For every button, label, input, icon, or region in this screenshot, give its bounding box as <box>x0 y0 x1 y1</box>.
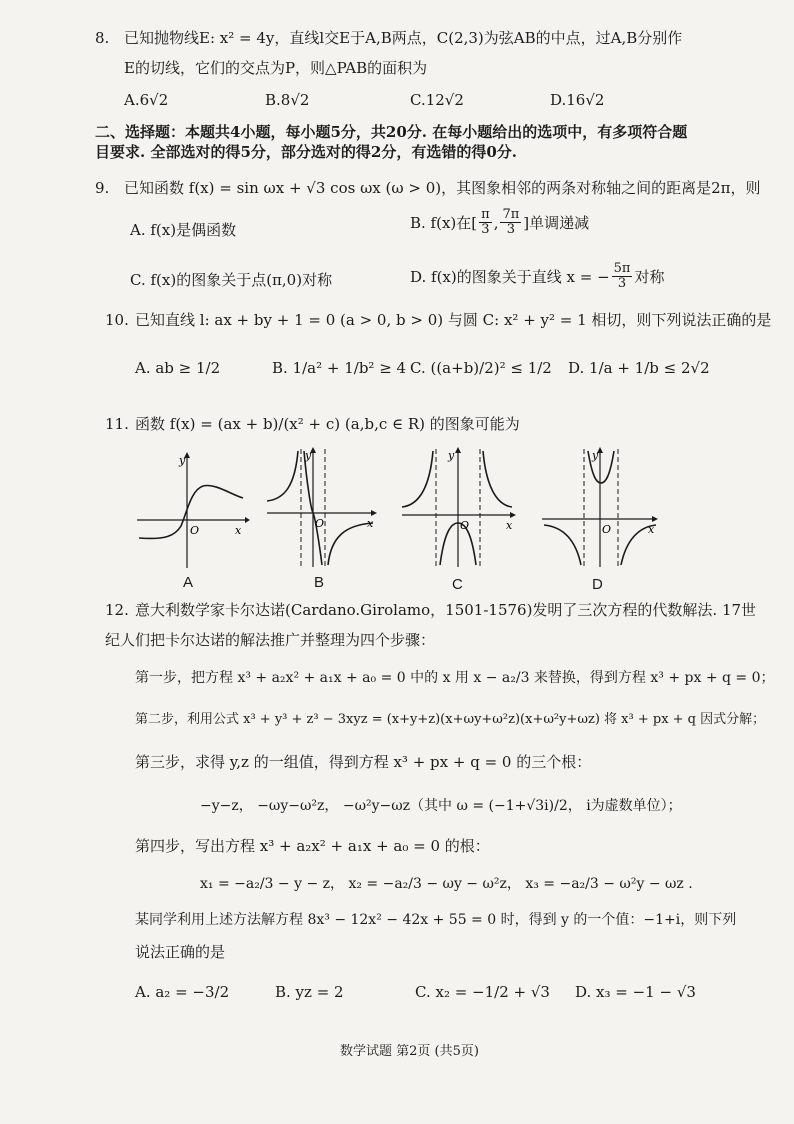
q12-step2: 第二步，利用公式 x³ + y³ + z³ − 3xyz = (x+y+z)(x+ωy+ω²z)(x+ω²y+ωz) 将 x³ + px + q 因式分解； <box>135 712 766 727</box>
q10-option-a: A. ab ≥ 1/2 <box>135 359 221 377</box>
q9-number: 9. <box>95 179 110 197</box>
q9-option-d-prefix: D. f(x)的图象关于直线 x = − <box>410 267 610 286</box>
q9-option-a: A. f(x)是偶函数 <box>130 221 237 239</box>
q8-option-b: B.8√2 <box>265 91 310 109</box>
q12-apply-line2: 说法正确的是 <box>135 943 226 961</box>
q11-graph-a-y-label: y <box>179 454 186 467</box>
q9-option-b-frac1-num: π <box>481 207 490 222</box>
section2-heading-line2: 目要求. 全部选对的得5分，部分选对的得2分，有选错的得0分. <box>95 143 517 161</box>
q9-option-d-frac-den: 3 <box>617 276 627 291</box>
q11-graph-a-label: A <box>183 574 194 591</box>
q12-number: 12. <box>105 601 129 619</box>
q8-number: 8. <box>95 29 110 47</box>
q9-option-b: B. f(x)在[ $\frac{\pi}{3}$ , $\frac{7\pi}{3}$ ]单调递减 <box>410 207 590 237</box>
section2-heading-line1: 二、选择题：本题共4小题，每小题5分，共20分. 在每小题给出的选项中，有多项符合题 <box>95 123 688 141</box>
q8-stem-line1: 已知抛物线E: x² = 4y，直线l交E于A,B两点，C(2,3)为弦AB的中点，过A,B分别作 <box>124 29 683 47</box>
q11-graph-d-x-label: x <box>648 523 655 536</box>
q12-step4: 第四步，写出方程 x³ + a₂x² + a₁x + a₀ = 0 的根： <box>135 837 490 855</box>
q9-option-b-frac1-den: 3 <box>481 222 490 237</box>
q9-option-b-frac2 <box>500 208 521 237</box>
q10-number: 10. <box>105 311 129 329</box>
q11-graph-a-origin: O <box>190 524 200 537</box>
q11-graph-a <box>135 450 250 570</box>
q12-step3: 第三步，求得 y,z 的一组值，得到方程 x³ + px + q = 0 的三个根： <box>135 753 592 771</box>
q11-number: 11. <box>105 415 129 433</box>
q11-graph-c-y-label: y <box>448 449 455 462</box>
q11-graph-b <box>265 445 380 570</box>
q8-stem-line2: E的切线，它们的交点为P，则△PAB的面积为 <box>124 59 428 77</box>
q12-intro-line2: 纪人们把卡尔达诺的解法推广并整理为四个步骤： <box>105 631 436 649</box>
q11-graph-d <box>540 445 660 570</box>
q10-stem: 已知直线 l: ax + by + 1 = 0 (a > 0, b > 0) 与圆 C: x² + y² = 1 相切，则下列说法正确的是 <box>135 311 772 329</box>
q11-graph-c-label: C <box>452 576 463 593</box>
q10-option-c: C. ((a+b)/2)² ≤ 1/2 <box>410 359 552 377</box>
q8-option-d: D.16√2 <box>550 91 605 109</box>
q12-option-c: C. x₂ = −1/2 + √3 <box>415 983 550 1001</box>
q9-option-d <box>410 262 665 291</box>
q10-option-b: B. 1/a² + 1/b² ≥ 4 <box>272 359 407 377</box>
q12-step1: 第一步，把方程 x³ + a₂x² + a₁x + a₀ = 0 中的 x 用 x − a₂/3 来替换，得到方程 x³ + px + q = 0； <box>135 670 775 686</box>
q12-roots4: x₁ = −a₂/3 − y − z， x₂ = −a₂/3 − ωy − ω²z， x₃ = −a₂/3 − ω²y − ωz . <box>200 876 693 892</box>
q11-graph-d-origin: O <box>602 523 612 536</box>
q9-stem: 已知函数 f(x) = sin ωx + √3 cos ωx (ω > 0)，其图象相邻的两条对称轴之间的距离是2π，则 <box>124 179 761 197</box>
q11-graph-b-origin: O <box>315 517 325 530</box>
q11-graph-c <box>400 445 520 570</box>
q12-apply-line1: 某同学利用上述方法解方程 8x³ − 12x² − 42x + 55 = 0 时，得到 y 的一个值：−1+i，则下列 <box>135 912 737 928</box>
q12-option-b: B. yz = 2 <box>275 983 344 1001</box>
q10-option-d: D. 1/a + 1/b ≤ 2√2 <box>568 359 710 377</box>
q12-option-a: A. a₂ = −3/2 <box>135 983 230 1001</box>
q9-option-b-frac1 <box>479 208 492 237</box>
q9-option-b-frac2-den: 3 <box>506 222 516 237</box>
q12-option-d: D. x₃ = −1 − √3 <box>575 983 696 1001</box>
q9-option-c: C. f(x)的图象关于点(π,0)对称 <box>130 271 333 289</box>
q9-option-b-suffix: ]单调递减 <box>523 213 590 232</box>
q8-option-c: C.12√2 <box>410 91 464 109</box>
q11-graph-b-y-label: y <box>305 449 312 462</box>
q11-graph-a-x-label: x <box>235 524 242 537</box>
q11-stem: 函数 f(x) = (ax + b)/(x² + c) (a,b,c ∈ R) 的图象可能为 <box>135 415 520 433</box>
q11-graph-c-origin: O <box>460 519 470 532</box>
q8-option-a: A.6√2 <box>124 91 169 109</box>
q12-roots: −y−z， −ωy−ω²z， −ω²y−ωz（其中 ω = (−1+√3i)/2， i为虚数单位）； <box>200 798 682 814</box>
q9-option-d-frac-num: 5π <box>613 261 631 276</box>
q11-graph-b-label: B <box>314 574 325 591</box>
page-footer: 数学试题 第2页 (共5页) <box>340 1044 479 1059</box>
q9-option-b-frac2-num: 7π <box>502 207 520 222</box>
q9-option-d-frac <box>612 262 633 291</box>
q11-graph-d-label: D <box>592 576 603 593</box>
q9-option-d-suffix: 对称 <box>634 267 665 286</box>
q9-option-b-prefix: B. f(x)在[ <box>410 213 478 232</box>
q12-intro-line1: 意大利数学家卡尔达诺(Cardano.Girolamo，1501-1576)发明了三次方程的代数解法. 17世 <box>135 601 757 619</box>
q11-graph-b-x-label: x <box>367 517 374 530</box>
q11-graph-c-x-label: x <box>506 519 513 532</box>
q11-graph-d-y-label: y <box>592 449 599 462</box>
